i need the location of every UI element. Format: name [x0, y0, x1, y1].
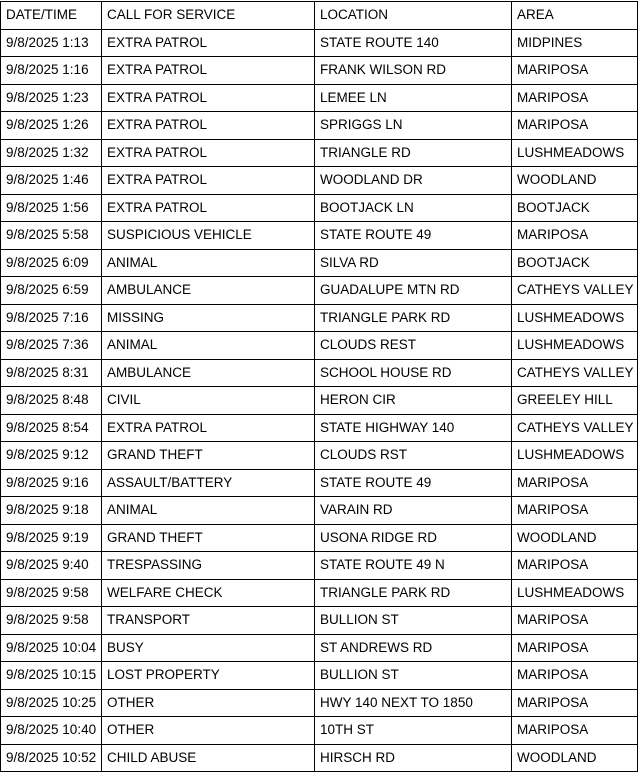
- call-for-service-cell: OTHER: [102, 717, 315, 745]
- table-row: [1, 469, 638, 497]
- table-row: [1, 744, 638, 772]
- call-for-service-cell: EXTRA PATROL: [102, 139, 315, 167]
- call-for-service-cell: EXTRA PATROL: [102, 414, 315, 442]
- date-time-cell: 9/8/2025 9:12: [1, 442, 102, 470]
- call-for-service-cell: EXTRA PATROL: [102, 57, 315, 85]
- area-cell: LUSHMEADOWS: [512, 332, 638, 360]
- table-row: [1, 222, 638, 250]
- table-row: [1, 249, 638, 277]
- location-cell: VARAIN RD: [315, 497, 512, 525]
- date-time-cell: 9/8/2025 10:15: [1, 662, 102, 690]
- date-time-cell: 9/8/2025 1:23: [1, 84, 102, 112]
- call-for-service-cell: TRESPASSING: [102, 552, 315, 580]
- date-time-cell: 9/8/2025 10:52: [1, 744, 102, 772]
- table-row: [1, 689, 638, 717]
- table-row: [1, 634, 638, 662]
- area-cell: CATHEYS VALLEY: [512, 359, 638, 387]
- date-time-cell: 9/8/2025 1:16: [1, 57, 102, 85]
- location-cell: SCHOOL HOUSE RD: [315, 359, 512, 387]
- date-time-cell: 9/8/2025 10:04: [1, 634, 102, 662]
- call-for-service-cell: ASSAULT/BATTERY: [102, 469, 315, 497]
- area-cell: LUSHMEADOWS: [512, 304, 638, 332]
- area-cell: MARIPOSA: [512, 607, 638, 635]
- date-time-cell: 9/8/2025 6:59: [1, 277, 102, 305]
- date-time-cell: 9/8/2025 5:58: [1, 222, 102, 250]
- table-row: [1, 662, 638, 690]
- area-cell: LUSHMEADOWS: [512, 579, 638, 607]
- location-cell: STATE ROUTE 49 N: [315, 552, 512, 580]
- table-row: [1, 277, 638, 305]
- table-row: [1, 167, 638, 195]
- area-cell: CATHEYS VALLEY: [512, 277, 638, 305]
- location-cell: SPRIGGS LN: [315, 112, 512, 140]
- location-cell: STATE ROUTE 140: [315, 29, 512, 57]
- location-cell: FRANK WILSON RD: [315, 57, 512, 85]
- date-time-cell: 9/8/2025 8:48: [1, 387, 102, 415]
- table-row: [1, 497, 638, 525]
- area-cell: GREELEY HILL: [512, 387, 638, 415]
- date-time-cell: 9/8/2025 10:40: [1, 717, 102, 745]
- call-for-service-cell: EXTRA PATROL: [102, 167, 315, 195]
- table-row: [1, 84, 638, 112]
- area-cell: WOODLAND: [512, 524, 638, 552]
- area-cell: WOODLAND: [512, 744, 638, 772]
- location-cell: STATE ROUTE 49: [315, 222, 512, 250]
- table-row: [1, 579, 638, 607]
- date-time-cell: 9/8/2025 9:58: [1, 579, 102, 607]
- date-time-cell: 9/8/2025 9:19: [1, 524, 102, 552]
- area-cell: MIDPINES: [512, 29, 638, 57]
- call-for-service-cell: AMBULANCE: [102, 277, 315, 305]
- call-log-body: [1, 2, 638, 772]
- call-for-service-cell: MISSING: [102, 304, 315, 332]
- area-cell: MARIPOSA: [512, 689, 638, 717]
- location-cell: BOOTJACK LN: [315, 194, 512, 222]
- location-cell: HIRSCH RD: [315, 744, 512, 772]
- header-location: LOCATION: [315, 2, 512, 30]
- area-cell: LUSHMEADOWS: [512, 442, 638, 470]
- call-for-service-cell: BUSY: [102, 634, 315, 662]
- location-cell: GUADALUPE MTN RD: [315, 277, 512, 305]
- call-for-service-cell: EXTRA PATROL: [102, 194, 315, 222]
- area-cell: MARIPOSA: [512, 112, 638, 140]
- table-row: [1, 717, 638, 745]
- call-for-service-cell: SUSPICIOUS VEHICLE: [102, 222, 315, 250]
- call-for-service-cell: ANIMAL: [102, 332, 315, 360]
- area-cell: LUSHMEADOWS: [512, 139, 638, 167]
- table-row: [1, 359, 638, 387]
- area-cell: BOOTJACK: [512, 249, 638, 277]
- date-time-cell: 9/8/2025 1:46: [1, 167, 102, 195]
- header-area: AREA: [512, 2, 638, 30]
- area-cell: MARIPOSA: [512, 497, 638, 525]
- location-cell: HERON CIR: [315, 387, 512, 415]
- location-cell: BULLION ST: [315, 662, 512, 690]
- location-cell: STATE ROUTE 49: [315, 469, 512, 497]
- area-cell: MARIPOSA: [512, 469, 638, 497]
- table-row: [1, 139, 638, 167]
- area-cell: BOOTJACK: [512, 194, 638, 222]
- area-cell: MARIPOSA: [512, 717, 638, 745]
- call-for-service-cell: ANIMAL: [102, 497, 315, 525]
- call-for-service-cell: LOST PROPERTY: [102, 662, 315, 690]
- header-row: [1, 2, 638, 30]
- table-row: [1, 524, 638, 552]
- date-time-cell: 9/8/2025 7:36: [1, 332, 102, 360]
- location-cell: SILVA RD: [315, 249, 512, 277]
- area-cell: MARIPOSA: [512, 57, 638, 85]
- area-cell: MARIPOSA: [512, 552, 638, 580]
- call-for-service-cell: TRANSPORT: [102, 607, 315, 635]
- area-cell: WOODLAND: [512, 167, 638, 195]
- table-row: [1, 552, 638, 580]
- area-cell: MARIPOSA: [512, 634, 638, 662]
- location-cell: USONA RIDGE RD: [315, 524, 512, 552]
- call-for-service-cell: CHILD ABUSE: [102, 744, 315, 772]
- location-cell: BULLION ST: [315, 607, 512, 635]
- date-time-cell: 9/8/2025 1:13: [1, 29, 102, 57]
- call-for-service-cell: WELFARE CHECK: [102, 579, 315, 607]
- date-time-cell: 9/8/2025 10:25: [1, 689, 102, 717]
- table-row: [1, 304, 638, 332]
- date-time-cell: 9/8/2025 8:31: [1, 359, 102, 387]
- date-time-cell: 9/8/2025 9:16: [1, 469, 102, 497]
- date-time-cell: 9/8/2025 1:32: [1, 139, 102, 167]
- header-call-for-service: CALL FOR SERVICE: [102, 2, 315, 30]
- location-cell: TRIANGLE RD: [315, 139, 512, 167]
- call-for-service-cell: GRAND THEFT: [102, 442, 315, 470]
- call-for-service-cell: OTHER: [102, 689, 315, 717]
- date-time-cell: 9/8/2025 1:56: [1, 194, 102, 222]
- location-cell: TRIANGLE PARK RD: [315, 579, 512, 607]
- location-cell: CLOUDS REST: [315, 332, 512, 360]
- location-cell: LEMEE LN: [315, 84, 512, 112]
- table-row: [1, 442, 638, 470]
- call-for-service-cell: EXTRA PATROL: [102, 112, 315, 140]
- table-row: [1, 414, 638, 442]
- date-time-cell: 9/8/2025 9:40: [1, 552, 102, 580]
- location-cell: 10TH ST: [315, 717, 512, 745]
- call-for-service-cell: GRAND THEFT: [102, 524, 315, 552]
- table-row: [1, 194, 638, 222]
- location-cell: CLOUDS RST: [315, 442, 512, 470]
- area-cell: MARIPOSA: [512, 84, 638, 112]
- date-time-cell: 9/8/2025 6:09: [1, 249, 102, 277]
- table-row: [1, 112, 638, 140]
- location-cell: TRIANGLE PARK RD: [315, 304, 512, 332]
- table-row: [1, 29, 638, 57]
- call-for-service-cell: ANIMAL: [102, 249, 315, 277]
- location-cell: STATE HIGHWAY 140: [315, 414, 512, 442]
- table-row: [1, 607, 638, 635]
- header-date-time: DATE/TIME: [1, 2, 102, 30]
- location-cell: HWY 140 NEXT TO 1850: [315, 689, 512, 717]
- date-time-cell: 9/8/2025 8:54: [1, 414, 102, 442]
- call-for-service-cell: CIVIL: [102, 387, 315, 415]
- location-cell: WOODLAND DR: [315, 167, 512, 195]
- call-log-table: [0, 1, 638, 772]
- table-row: [1, 57, 638, 85]
- date-time-cell: 9/8/2025 9:58: [1, 607, 102, 635]
- date-time-cell: 9/8/2025 9:18: [1, 497, 102, 525]
- location-cell: ST ANDREWS RD: [315, 634, 512, 662]
- area-cell: MARIPOSA: [512, 222, 638, 250]
- call-for-service-cell: AMBULANCE: [102, 359, 315, 387]
- table-row: [1, 387, 638, 415]
- table-row: [1, 332, 638, 360]
- call-for-service-cell: EXTRA PATROL: [102, 84, 315, 112]
- area-cell: CATHEYS VALLEY: [512, 414, 638, 442]
- area-cell: MARIPOSA: [512, 662, 638, 690]
- call-for-service-cell: EXTRA PATROL: [102, 29, 315, 57]
- date-time-cell: 9/8/2025 1:26: [1, 112, 102, 140]
- date-time-cell: 9/8/2025 7:16: [1, 304, 102, 332]
